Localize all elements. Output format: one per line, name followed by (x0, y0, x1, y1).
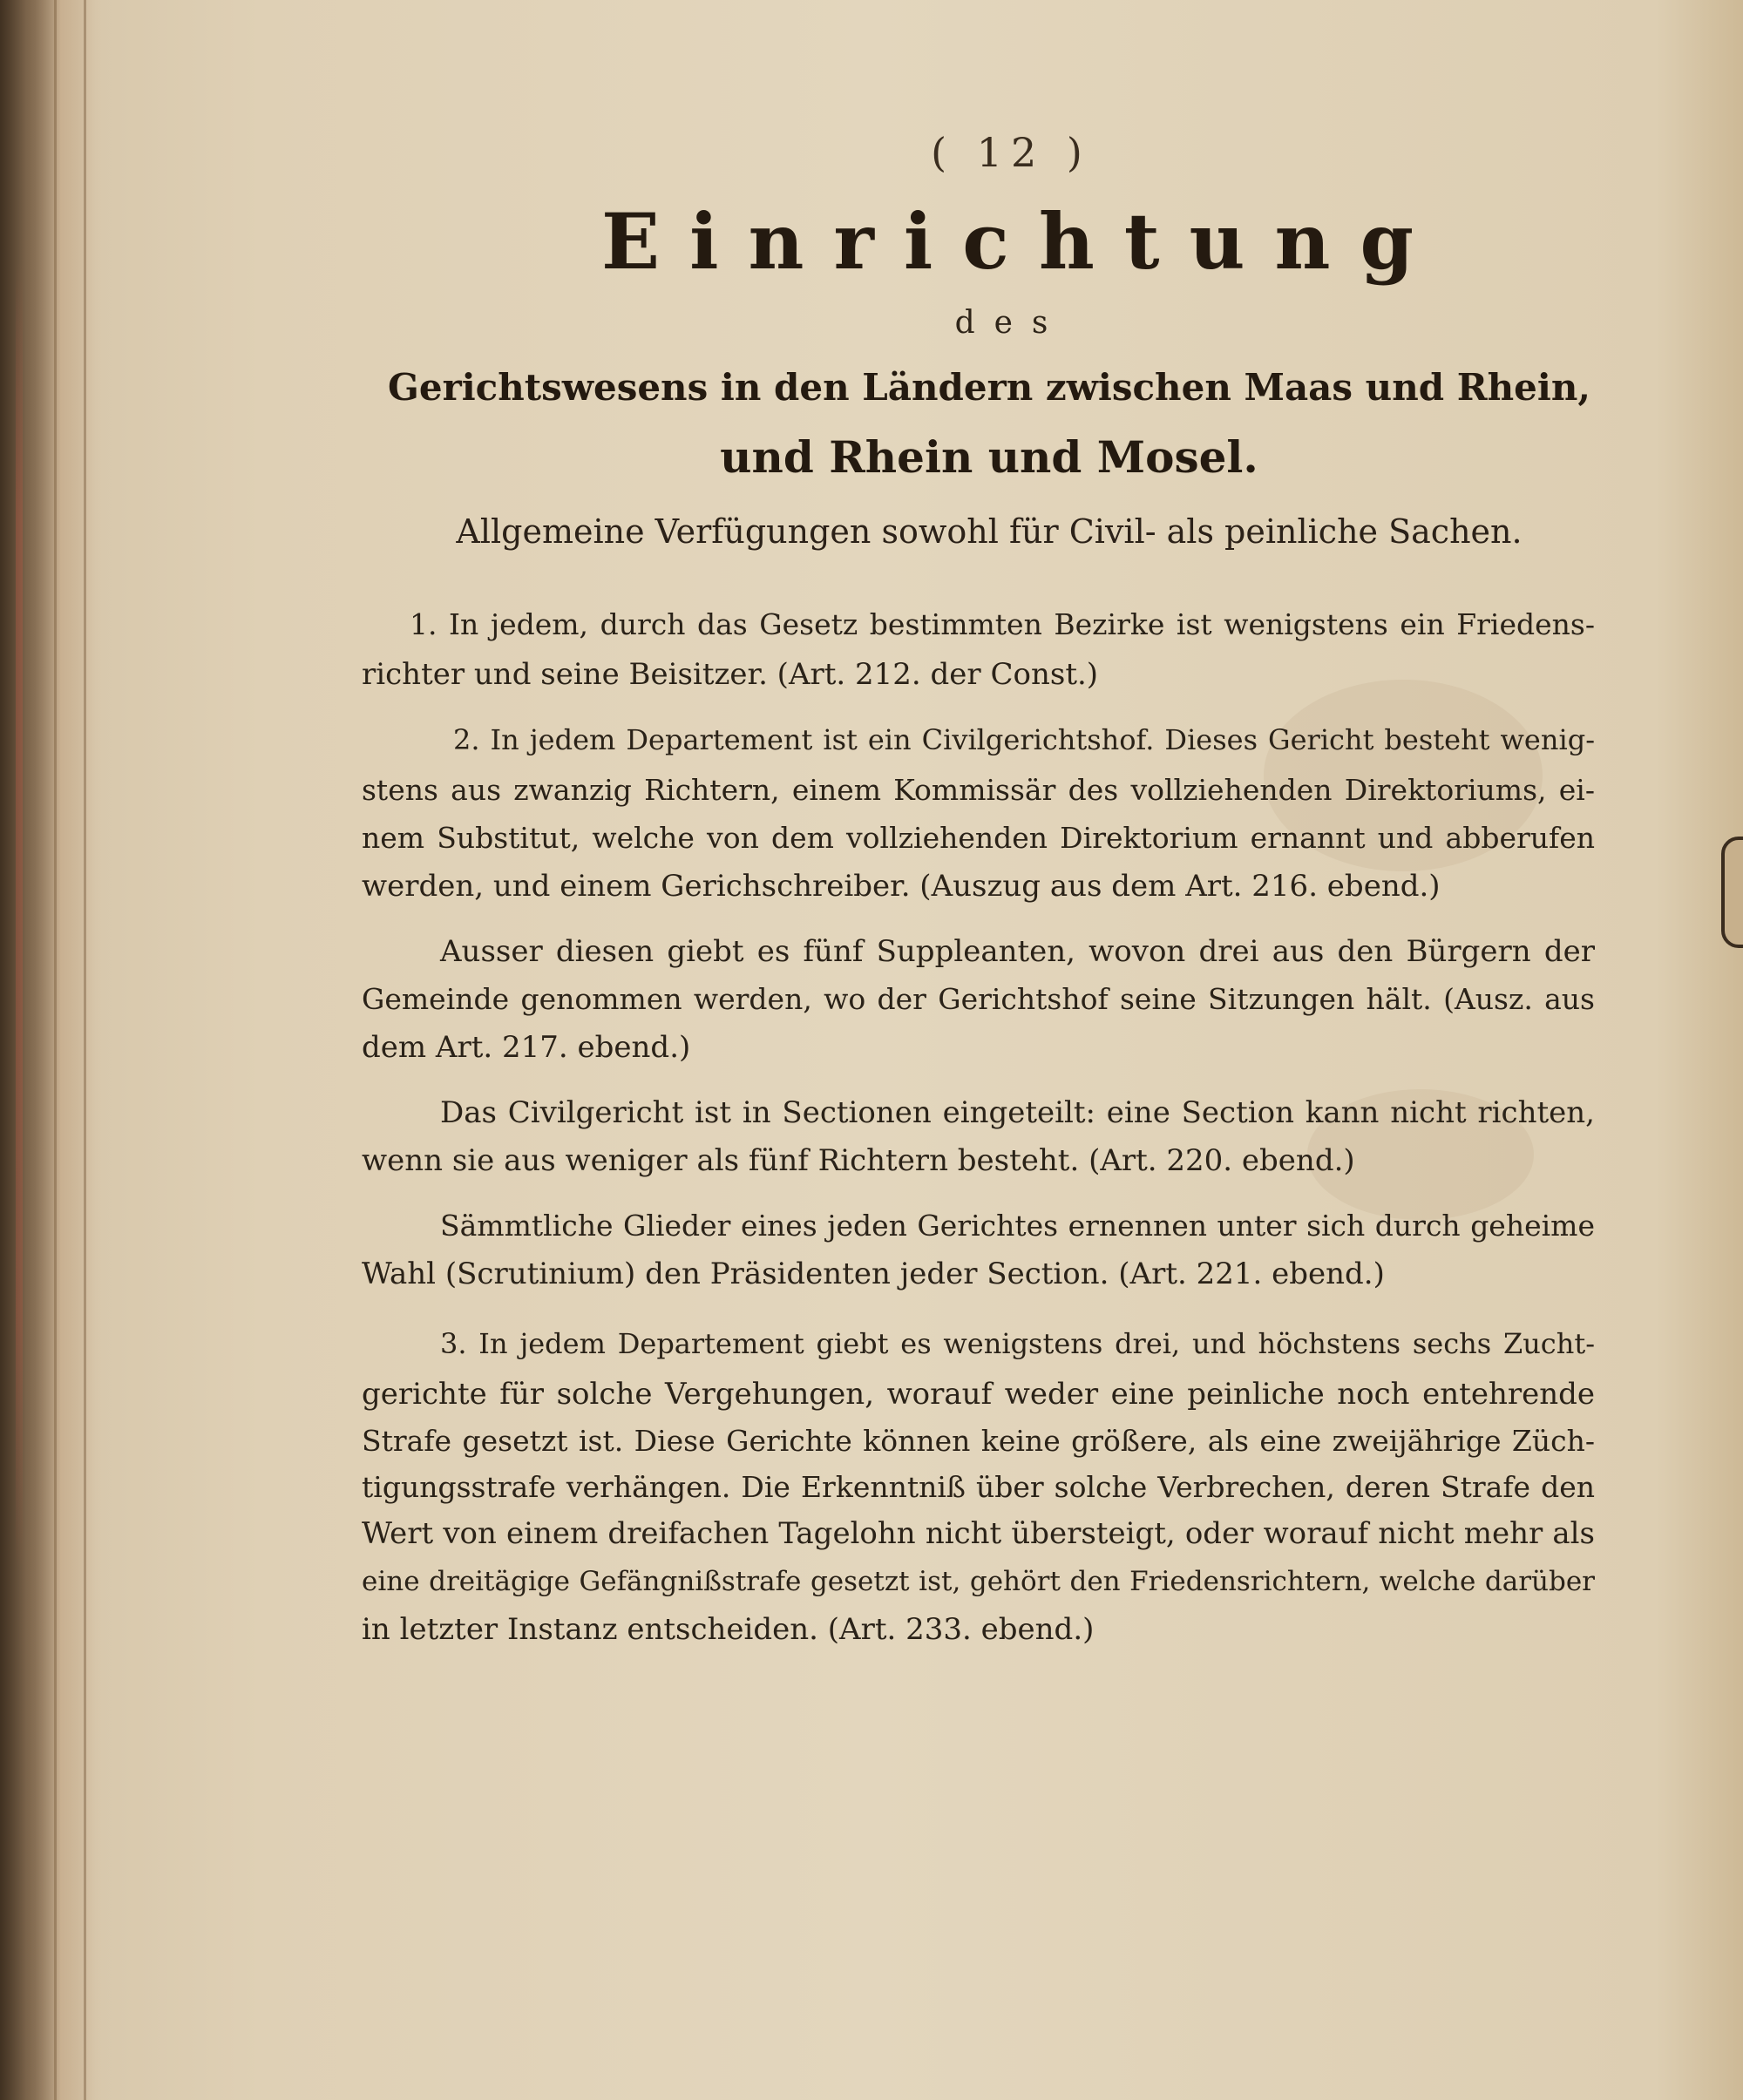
text-line: Gemeinde genommen werden, wo der Gerichtshof seine Sitzungen hält. (Ausz. aus (362, 982, 1595, 1016)
text-line: wenn sie aus weniger als fünf Richtern besteht. (Art. 220. ebend.) (362, 1143, 1355, 1178)
text-line: nem Substitut, welche von dem vollziehenden Direktorium ernannt und abberufen (362, 821, 1595, 855)
title-connector: des (954, 305, 1068, 341)
text-line: in letzter Instanz entscheiden. (Art. 233. ebend.) (362, 1612, 1095, 1647)
text-line: tigungsstrafe verhängen. Die Erkenntniß über solche Verbrechen, deren Strafe den (362, 1470, 1595, 1504)
text-line: Wert von einem dreifachen Tagelohn nicht übersteigt, oder worauf nicht mehr als (362, 1516, 1595, 1551)
text-line: Das Civilgericht ist in Sectionen eingeteilt: eine Section kann nicht richten, (440, 1095, 1595, 1130)
page-title: Einrichtung (601, 196, 1443, 287)
text-line: Strafe gesetzt ist. Diese Gerichte können keine größere, als eine zweijährige Züch- (362, 1424, 1595, 1458)
text-line: 1. In jedem, durch das Gesetz bestimmten Bezirke ist wenigstens ein Friedens- (410, 607, 1595, 641)
text-line: eine dreitägige Gefängnißstrafe gesetzt ist, gehört den Friedensrichtern, welche darüber (362, 1566, 1595, 1597)
text-line: dem Art. 217. ebend.) (362, 1030, 691, 1065)
text-line: gerichte für solche Vergehungen, worauf weder eine peinliche noch entehrende (362, 1377, 1595, 1412)
subtitle-line-1: Gerichtswesens in den Ländern zwischen Maas und Rhein, (387, 366, 1590, 409)
text-line: 3. In jedem Departement giebt es wenigstens drei, und höchstens sechs Zucht- (440, 1327, 1595, 1360)
text-line: Sämmtliche Glieder eines jeden Gerichtes ernennen unter sich durch geheime (440, 1209, 1595, 1243)
text-line: stens aus zwanzig Richtern, einem Kommissär des vollziehenden Direktoriums, ei- (362, 773, 1595, 807)
text-line: werden, und einem Gerichschreiber. (Auszug aus dem Art. 216. ebend.) (362, 869, 1441, 904)
text-line: richter und seine Beisitzer. (Art. 212. der Const.) (362, 657, 1099, 692)
text-line: Ausser diesen giebt es fünf Suppleanten, wovon drei aus den Bürgern der (440, 934, 1595, 969)
text-line: Wahl (Scrutinium) den Präsidenten jeder Section. (Art. 221. ebend.) (362, 1257, 1385, 1291)
page-number: ( 12 ) (931, 129, 1091, 176)
section-heading: Allgemeine Verfügungen sowohl für Civil- als peinliche Sachen. (456, 512, 1523, 551)
text-line: 2. In jedem Departement ist ein Civilgerichtshof. Dieses Gericht besteht wenig- (453, 723, 1595, 756)
subtitle-line-2: und Rhein und Mosel. (720, 431, 1258, 483)
